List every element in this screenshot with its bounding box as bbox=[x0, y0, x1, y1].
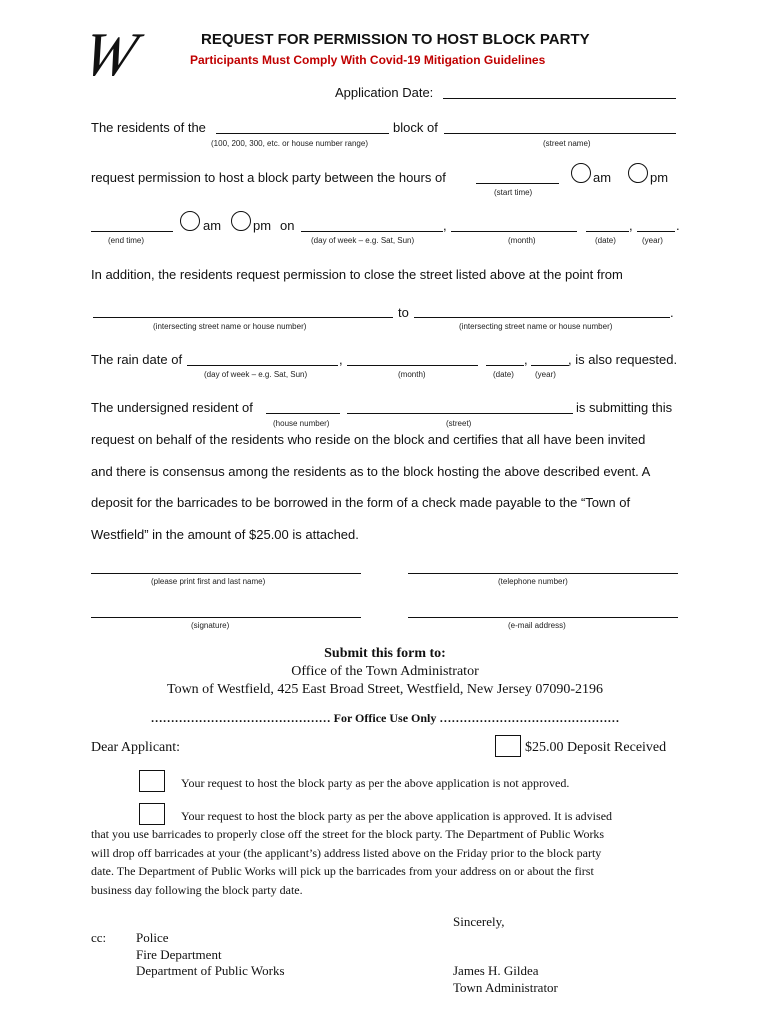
comma-4: , bbox=[524, 352, 528, 367]
cc-label: cc: bbox=[91, 930, 107, 945]
to-label: to bbox=[398, 305, 409, 320]
caption-rain-year: (year) bbox=[535, 370, 556, 379]
caption-street-name: (street name) bbox=[543, 139, 591, 148]
telephone-field[interactable] bbox=[408, 573, 678, 574]
dear-applicant: Dear Applicant: bbox=[91, 740, 181, 755]
house-range-field[interactable] bbox=[216, 133, 389, 134]
date-field[interactable] bbox=[586, 231, 629, 232]
caption-telephone: (telephone number) bbox=[498, 577, 568, 586]
caption-resident-house-number: (house number) bbox=[273, 419, 330, 428]
end-pm-radio[interactable] bbox=[231, 211, 251, 231]
start-pm-radio[interactable] bbox=[628, 163, 648, 183]
rain-day-of-week-field[interactable] bbox=[187, 365, 338, 366]
comma-2: , bbox=[629, 218, 633, 233]
approved-text-line-4: date. The Department of Public Works will pick up the barricades from your address on or about the first bbox=[91, 864, 594, 878]
signer-title: Town Administrator bbox=[453, 980, 558, 995]
email-field[interactable] bbox=[408, 617, 678, 618]
paragraph-line-2: and there is consensus among the residents as to the block hosting the above described event. A bbox=[91, 464, 651, 479]
street-name-field[interactable] bbox=[444, 133, 676, 134]
office-use-divider: ……………………………………… For Office Use Only ……………………………………… bbox=[150, 711, 620, 725]
sincerely: Sincerely, bbox=[453, 914, 505, 929]
caption-signature: (signature) bbox=[191, 621, 230, 630]
month-field[interactable] bbox=[451, 231, 577, 232]
caption-to-street: (intersecting street name or house number) bbox=[459, 322, 613, 331]
rain-year-field[interactable] bbox=[531, 365, 569, 366]
caption-rain-month: (month) bbox=[398, 370, 426, 379]
caption-date: (date) bbox=[595, 236, 616, 245]
submit-address: Town of Westfield, 425 East Broad Street, Westfield, New Jersey 07090-2196 bbox=[167, 682, 603, 697]
caption-from-street: (intersecting street name or house number) bbox=[153, 322, 307, 331]
caption-house-range: (100, 200, 300, etc. or house number range) bbox=[211, 139, 368, 148]
start-time-field[interactable] bbox=[476, 183, 559, 184]
end-pm-label: pm bbox=[253, 218, 272, 233]
approved-text-line-3: will drop off barricades at your (the applicant’s) address listed above on the Friday prior to the block party bbox=[91, 846, 602, 860]
caption-print-name: (please print first and last name) bbox=[151, 577, 266, 586]
caption-month: (month) bbox=[508, 236, 536, 245]
year-field[interactable] bbox=[637, 231, 675, 232]
application-date-label: Application Date: bbox=[335, 85, 434, 100]
cc-police: Police bbox=[136, 930, 169, 945]
submit-office: Office of the Town Administrator bbox=[291, 664, 479, 679]
from-street-field[interactable] bbox=[93, 317, 393, 318]
paragraph-line-1: request on behalf of the residents who reside on the block and certifies that all have been invited bbox=[91, 432, 646, 447]
caption-start-time: (start time) bbox=[494, 188, 533, 197]
period-1: . bbox=[676, 218, 680, 233]
close-street-text: In addition, the residents request permission to close the street listed above at the point from bbox=[91, 267, 623, 282]
caption-end-time: (end time) bbox=[108, 236, 145, 245]
submit-heading: Submit this form to: bbox=[324, 646, 446, 661]
resident-house-number-field[interactable] bbox=[266, 413, 340, 414]
residents-of-the-label: The residents of the bbox=[91, 120, 206, 135]
to-street-field[interactable] bbox=[414, 317, 670, 318]
approved-checkbox[interactable] bbox=[139, 803, 165, 825]
comma-1: , bbox=[443, 218, 447, 233]
not-approved-checkbox[interactable] bbox=[139, 770, 165, 792]
rain-month-field[interactable] bbox=[347, 365, 478, 366]
paragraph-line-4: Westfield” in the amount of $25.00 is attached. bbox=[91, 527, 359, 542]
approved-text-line-5: business day following the block party date. bbox=[91, 883, 303, 897]
signer-name: James H. Gildea bbox=[453, 963, 539, 978]
approved-text-line-2: that you use barricades to properly close off the street for the block party. The Department of Public Works bbox=[91, 827, 605, 841]
on-label: on bbox=[280, 218, 295, 233]
cc-public-works: Department of Public Works bbox=[136, 963, 285, 978]
also-requested-text: , is also requested. bbox=[568, 352, 678, 367]
rain-date-label: The rain date of bbox=[91, 352, 183, 367]
print-name-field[interactable] bbox=[91, 573, 361, 574]
paragraph-line-3: deposit for the barricades to be borrowed in the form of a check made payable to the “Town of bbox=[91, 495, 631, 510]
caption-day-of-week: (day of week – e.g. Sat, Sun) bbox=[311, 236, 415, 245]
resident-street-field[interactable] bbox=[347, 413, 573, 414]
undersigned-label: The undersigned resident of bbox=[91, 400, 253, 415]
start-am-radio[interactable] bbox=[571, 163, 591, 183]
application-date-field[interactable] bbox=[443, 98, 676, 99]
day-of-week-field[interactable] bbox=[301, 231, 443, 232]
caption-rain-date: (date) bbox=[493, 370, 514, 379]
end-am-label: am bbox=[203, 218, 222, 233]
end-am-radio[interactable] bbox=[180, 211, 200, 231]
request-hours-label: request permission to host a block party between the hours of bbox=[91, 170, 446, 185]
submitting-text: is submitting this bbox=[576, 400, 673, 415]
form-title: REQUEST FOR PERMISSION TO HOST BLOCK PARTY bbox=[201, 31, 590, 48]
rain-date-field[interactable] bbox=[486, 365, 524, 366]
start-pm-label: pm bbox=[650, 170, 669, 185]
deposit-received-label: $25.00 Deposit Received bbox=[525, 740, 667, 755]
end-time-field[interactable] bbox=[91, 231, 173, 232]
start-am-label: am bbox=[593, 170, 612, 185]
caption-year: (year) bbox=[642, 236, 663, 245]
not-approved-text: Your request to host the block party as per the above application is not approved. bbox=[181, 776, 570, 790]
form-subtitle: Participants Must Comply With Covid-19 Mitigation Guidelines bbox=[190, 53, 546, 67]
comma-3: , bbox=[339, 352, 343, 367]
deposit-received-checkbox[interactable] bbox=[495, 735, 521, 757]
period-2: . bbox=[670, 305, 674, 320]
block-of-label: block of bbox=[393, 120, 438, 135]
caption-email: (e-mail address) bbox=[508, 621, 566, 630]
approved-text-line-1: Your request to host the block party as per the above application is approved. It is advised bbox=[181, 809, 613, 823]
town-logo: W bbox=[76, 21, 143, 89]
signature-field[interactable] bbox=[91, 617, 361, 618]
caption-resident-street: (street) bbox=[446, 419, 472, 428]
cc-fire-department: Fire Department bbox=[136, 947, 222, 962]
caption-rain-day-of-week: (day of week – e.g. Sat, Sun) bbox=[204, 370, 308, 379]
